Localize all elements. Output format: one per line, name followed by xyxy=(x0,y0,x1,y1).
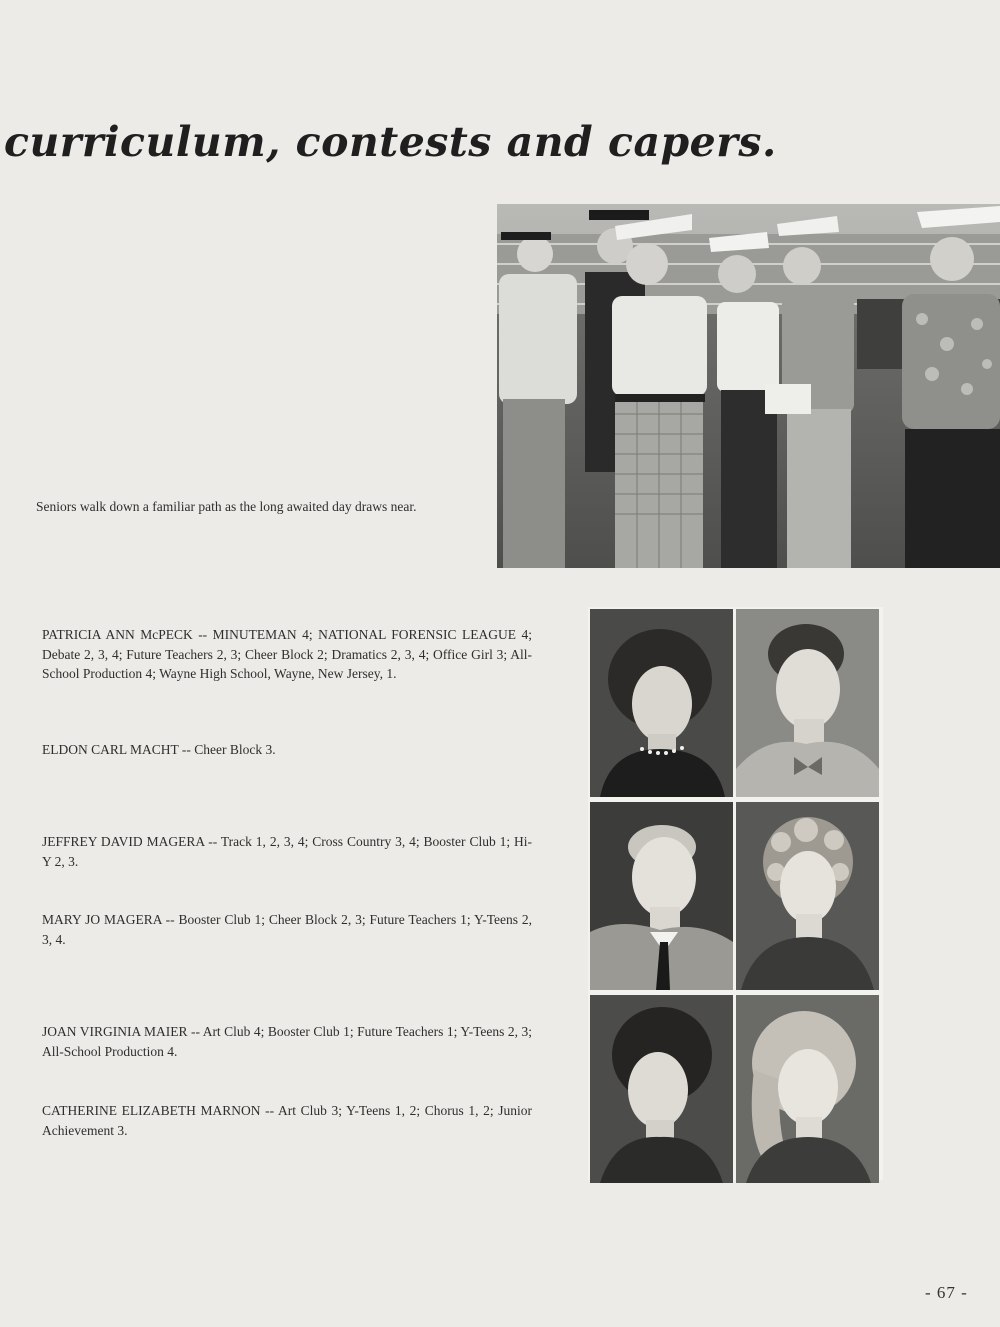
senior-entry-macht: ELDON CARL MACHT -- Cheer Block 3. xyxy=(42,742,276,757)
portrait-macht xyxy=(736,609,879,797)
portrait-mary-jo-magera xyxy=(736,802,879,990)
seniors-group-photo xyxy=(497,204,1000,568)
portrait-marnon xyxy=(736,995,879,1183)
page-number: - 67 - xyxy=(925,1283,968,1302)
senior-entry-jeffrey-magera: JEFFREY DAVID MAGERA -- Track 1, 2, 3, 4; Cross Country 3, 4; Booster Club 1; Hi-Y 2, 3. xyxy=(42,834,532,869)
portrait-maier xyxy=(590,995,733,1183)
senior-portrait-grid xyxy=(588,607,883,1180)
senior-entry-mary-jo-magera: MARY JO MAGERA -- Booster Club 1; Cheer Block 2, 3; Future Teachers 1; Y-Teens 2, 3, 4. xyxy=(42,912,532,947)
senior-entry-marnon: CATHERINE ELIZABETH MARNON -- Art Club 3; Y-Teens 1, 2; Chorus 1, 2; Junior Achievement 3. xyxy=(42,1103,532,1138)
page-headline: curriculum, contests and capers. xyxy=(4,118,777,166)
photo-caption: Seniors walk down a familiar path as the long awaited day draws near. xyxy=(36,499,417,514)
portrait-mcpeck xyxy=(590,609,733,797)
senior-entry-maier: JOAN VIRGINIA MAIER -- Art Club 4; Booster Club 1; Future Teachers 1; Y-Teens 2, 3; All-School Production 4. xyxy=(42,1024,532,1059)
senior-entry-mcpeck: PATRICIA ANN McPECK -- MINUTEMAN 4; NATIONAL FORENSIC LEAGUE 4; Debate 2, 3, 4; Future Teachers 2, 3; Cheer Block 2; Dramatics 2, 3, 4; Office Girl 3; All-School Production 4; Wayne High School, Wayne, New Jersey, 1. xyxy=(42,627,532,681)
portrait-jeffrey-magera xyxy=(590,802,733,990)
